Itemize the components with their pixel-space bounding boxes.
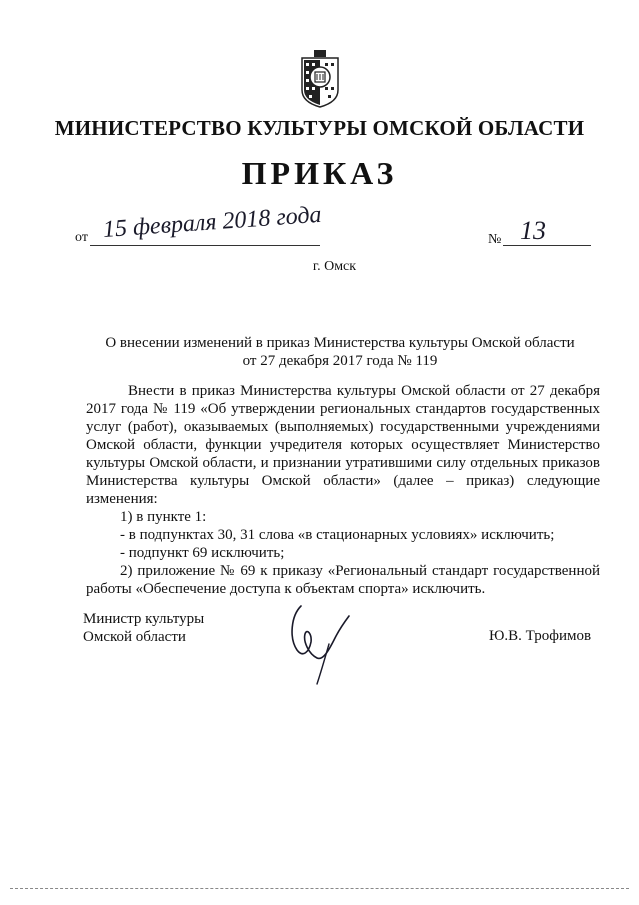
number-underline (503, 245, 591, 246)
date-underline (90, 245, 320, 246)
signatory-title-line-1: Министр культуры (83, 611, 205, 627)
signatory-title (83, 610, 204, 646)
scan-edge-line (10, 888, 629, 889)
coat-of-arms-icon (300, 50, 340, 108)
city-label: г. Омск (312, 259, 357, 274)
item-2: 2) приложение № 69 к приказу «Региональный стандарт государственной работы «Обеспечение доступа к объектам спорта» исключить. (86, 563, 600, 597)
signatory-name: Ю.В. Трофимов (489, 628, 592, 644)
document-type-title: ПРИКАЗ (241, 155, 398, 191)
item-1a: - в подпунктах 30, 31 слова «в стационарных условиях» исключить; (120, 527, 555, 543)
handwritten-date: 15 февраля 2018 года (102, 201, 323, 244)
signatory-title-line-2: Омской области (83, 629, 186, 645)
handwritten-signature-icon (283, 598, 353, 688)
number-prefix: № (488, 232, 502, 247)
subject-line-2: от 27 декабря 2017 года № 119 (242, 353, 438, 369)
order-body (86, 382, 600, 598)
item-1: 1) в пункте 1: (120, 509, 207, 525)
subject-line-1: О внесении изменений в приказ Министерства культуры Омской области (105, 335, 575, 351)
order-subject (80, 334, 600, 370)
item-1b: - подпункт 69 исключить; (120, 545, 285, 561)
handwritten-number: 13 (520, 216, 546, 245)
date-prefix: от (75, 230, 88, 245)
ministry-name: МИНИСТЕРСТВО КУЛЬТУРЫ ОМСКОЙ ОБЛАСТИ (54, 116, 585, 140)
main-paragraph: Внести в приказ Министерства культуры Омской области от 27 декабря 2017 года № 119 «Об утверждении региональных стандартов государственных услуг (работ), оказываемых (выполняемых) государственными учреждениями Омской области, функции учредителя которых осуществляет Министерство культуры Омской области, и признании утратившими силу отдельных приказов Министерства культуры Омской области» (далее – приказ) следующие изменения: (86, 383, 600, 507)
